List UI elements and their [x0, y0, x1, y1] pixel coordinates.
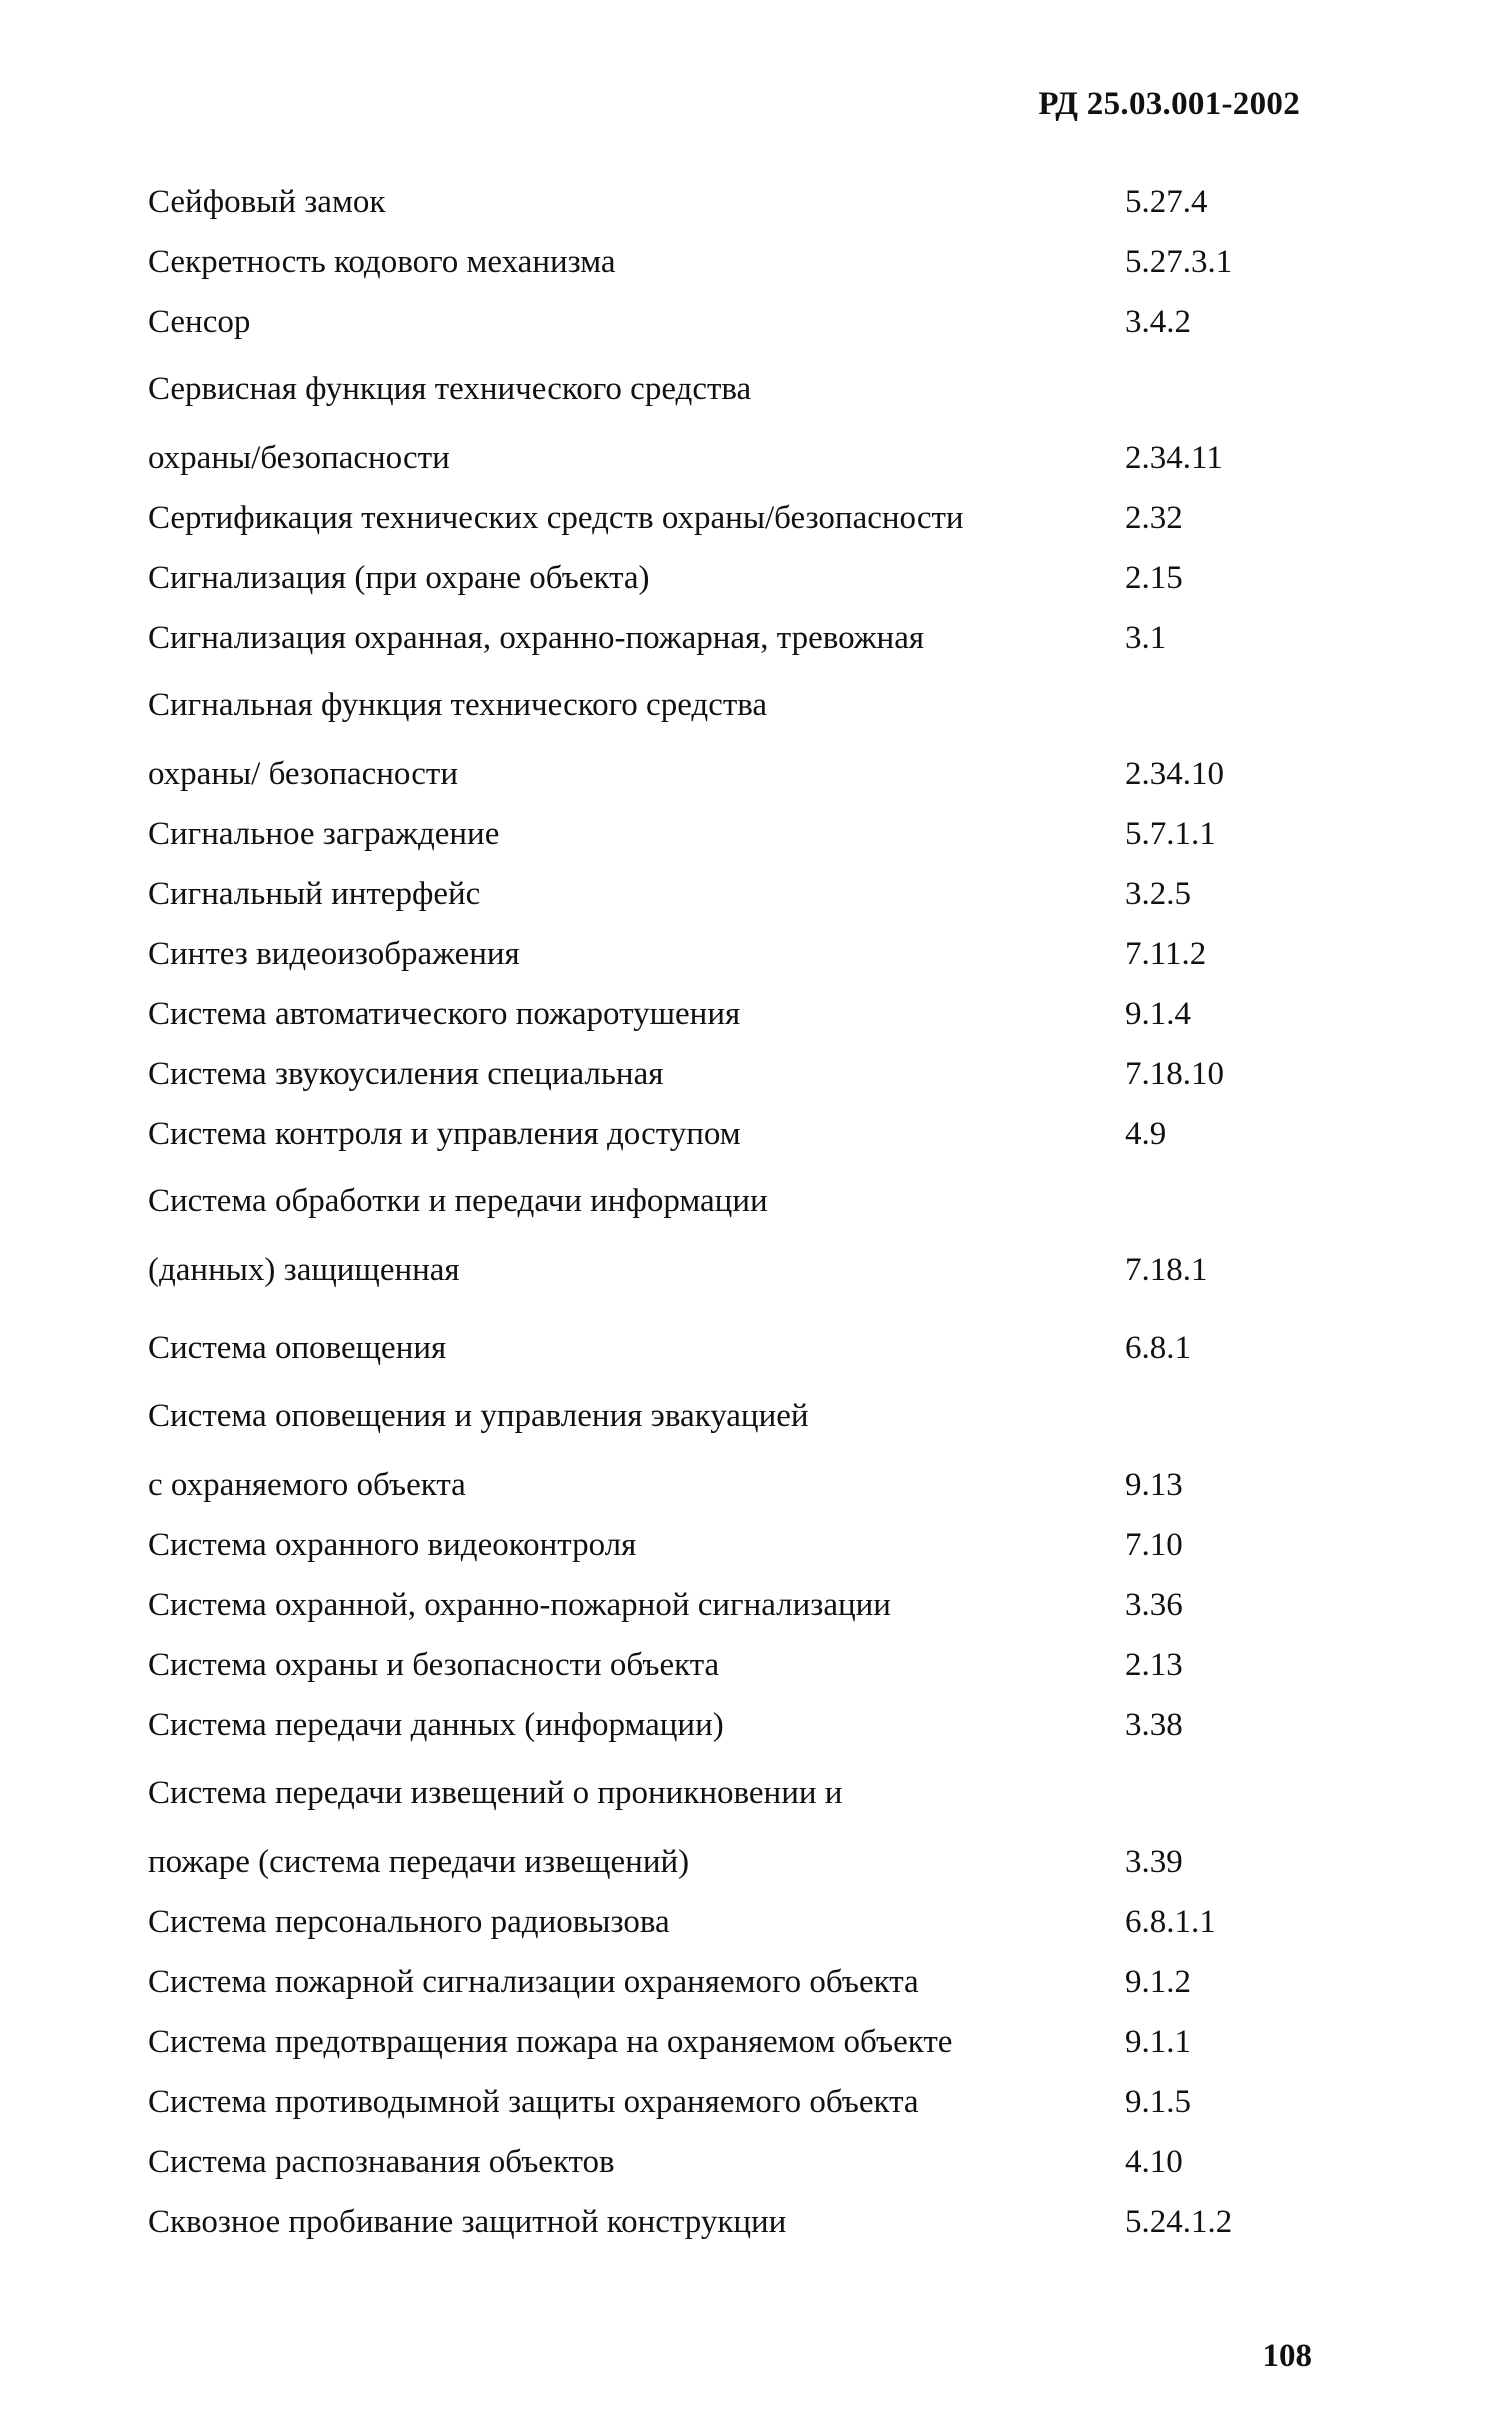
entry-term: охраны/ безопасности	[148, 756, 458, 792]
entry-section-ref: 9.1.5	[1125, 2084, 1191, 2120]
page-number: 108	[1262, 2338, 1312, 2374]
entry-term: охраны/безопасности	[148, 440, 450, 476]
entry-section-ref: 5.27.3.1	[1125, 244, 1233, 280]
entry-term: Система охранной, охранно-пожарной сигнализации	[148, 1587, 891, 1623]
entry-term: Сигнализация охранная, охранно-пожарная, тревожная	[148, 620, 925, 656]
entry-term: Система передачи извещений о проникновении и	[148, 1775, 843, 1811]
entry-term: (данных) защищенная	[148, 1252, 460, 1288]
entry-section-ref: 7.11.2	[1125, 936, 1207, 972]
entry-term: Сигнальная функция технического средства	[148, 687, 768, 723]
document-code: РД 25.03.001-2002	[1038, 86, 1300, 122]
entry-term: Система предотвращения пожара на охраняемом объекте	[148, 2024, 953, 2060]
entry-term: Система оповещения и управления эвакуацией	[148, 1398, 809, 1434]
entry-term: Система контроля и управления доступом	[148, 1116, 741, 1152]
entry-section-ref: 4.9	[1125, 1116, 1167, 1152]
entry-term: Система передачи данных (информации)	[148, 1707, 724, 1743]
entry-section-ref: 7.18.10	[1125, 1056, 1224, 1092]
entry-section-ref: 5.27.4	[1125, 184, 1208, 220]
entry-term: Система противодымной защиты охраняемого объекта	[148, 2084, 919, 2120]
entry-term: Сервисная функция технического средства	[148, 371, 752, 407]
entry-term: Система распознавания объектов	[148, 2144, 615, 2180]
entry-section-ref: 4.10	[1125, 2144, 1183, 2180]
entry-term: Синтез видеоизображения	[148, 936, 520, 972]
entry-section-ref: 9.1.4	[1125, 996, 1191, 1032]
entry-section-ref: 7.18.1	[1125, 1252, 1208, 1288]
entry-section-ref: 3.39	[1125, 1844, 1183, 1880]
entry-term: Сейфовый замок	[148, 184, 386, 220]
entry-term: Сигнальное заграждение	[148, 816, 500, 852]
entry-section-ref: 2.34.10	[1125, 756, 1224, 792]
entry-section-ref: 6.8.1.1	[1125, 1904, 1216, 1940]
entry-term: Система охраны и безопасности объекта	[148, 1647, 720, 1683]
entry-section-ref: 3.4.2	[1125, 304, 1191, 340]
entry-section-ref: 9.13	[1125, 1467, 1183, 1503]
entry-section-ref: 9.1.2	[1125, 1964, 1191, 2000]
entry-term: с охраняемого объекта	[148, 1467, 466, 1503]
entry-section-ref: 3.2.5	[1125, 876, 1191, 912]
entry-term: Система персонального радиовызова	[148, 1904, 670, 1940]
entry-term: Система охранного видеоконтроля	[148, 1527, 637, 1563]
entry-section-ref: 2.15	[1125, 560, 1183, 596]
entry-term: Система автоматического пожаротушения	[148, 996, 741, 1032]
entry-term: Сигнальный интерфейс	[148, 876, 481, 912]
entry-term: Система звукоусиления специальная	[148, 1056, 664, 1092]
entry-section-ref: 2.32	[1125, 500, 1183, 536]
entry-term: Секретность кодового механизма	[148, 244, 616, 280]
entry-section-ref: 3.1	[1125, 620, 1167, 656]
entry-section-ref: 2.34.11	[1125, 440, 1223, 476]
entry-term: Система обработки и передачи информации	[148, 1183, 768, 1219]
entry-section-ref: 9.1.1	[1125, 2024, 1191, 2060]
entry-section-ref: 7.10	[1125, 1527, 1183, 1563]
entry-term: Сигнализация (при охране объекта)	[148, 560, 650, 596]
entry-section-ref: 5.7.1.1	[1125, 816, 1216, 852]
entry-term: Сертификация технических средств охраны/безопасности	[148, 500, 964, 536]
entry-term: пожаре (система передачи извещений)	[148, 1844, 690, 1880]
entry-term: Система оповещения	[148, 1330, 447, 1366]
entry-term: Сквозное пробивание защитной конструкции	[148, 2204, 787, 2240]
entry-section-ref: 6.8.1	[1125, 1330, 1191, 1366]
entry-section-ref: 2.13	[1125, 1647, 1183, 1683]
entry-section-ref: 3.36	[1125, 1587, 1183, 1623]
entry-section-ref: 5.24.1.2	[1125, 2204, 1233, 2240]
entry-section-ref: 3.38	[1125, 1707, 1183, 1743]
entry-term: Система пожарной сигнализации охраняемого объекта	[148, 1964, 919, 2000]
entry-term: Сенсор	[148, 304, 251, 340]
